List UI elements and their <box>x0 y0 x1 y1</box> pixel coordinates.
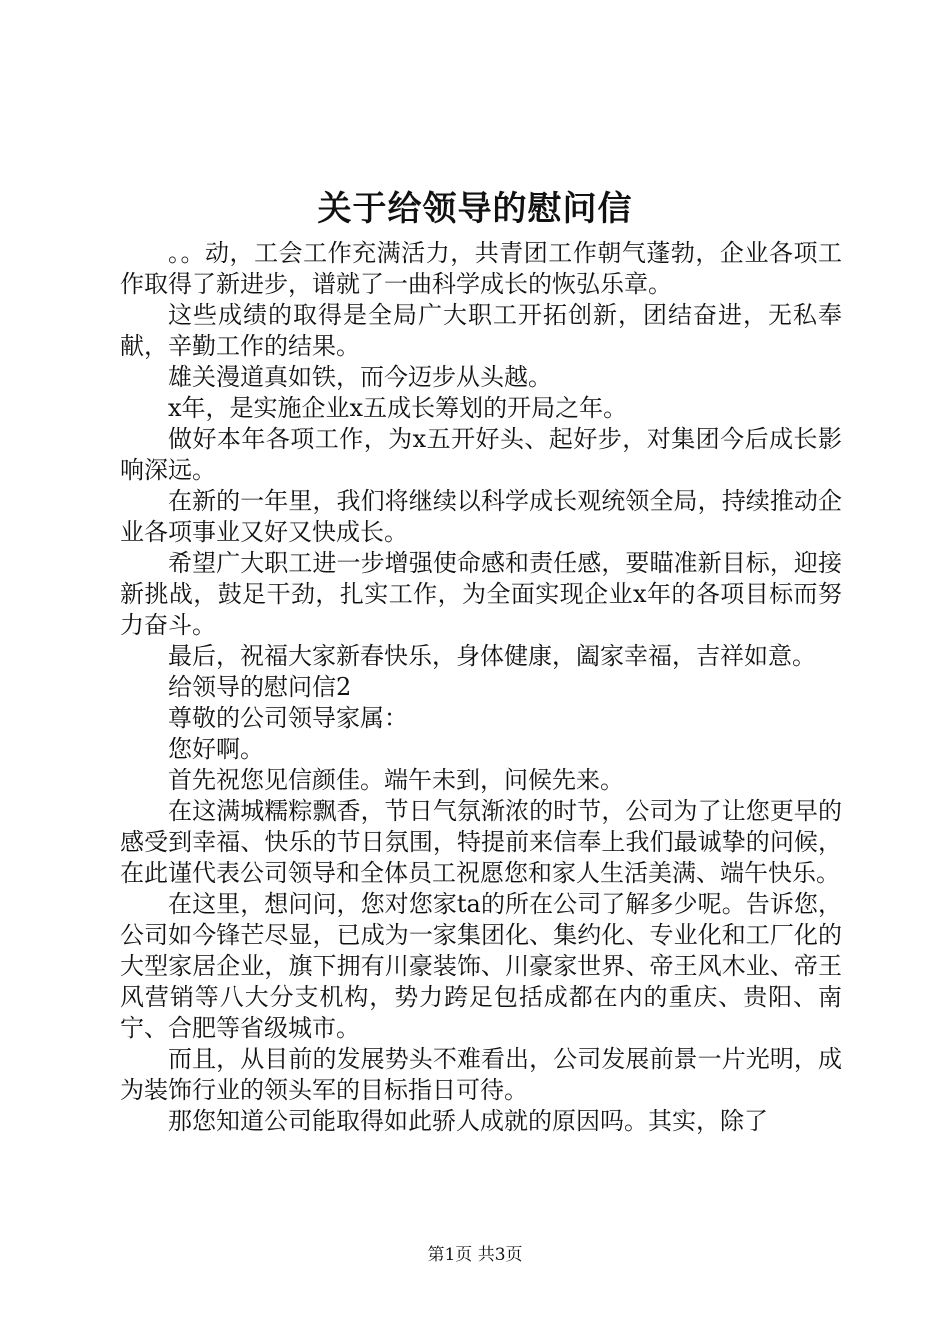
document-body <box>120 238 842 1137</box>
paragraph: 希望广大职工进一步增强使命感和责任感，要瞄准新目标，迎接新挑战，鼓足干劲，扎实工作，为全面实现企业x年的各项目标而努力奋斗。 <box>120 549 842 639</box>
paragraph: 首先祝您见信颜佳。端午未到，问候先来。 <box>168 766 624 794</box>
paragraph: 在这满城糯粽飘香，节日气氛渐浓的时节，公司为了让您更早的感受到幸福、快乐的节日氛围，特提前来信奉上我们最诚挚的问候，在此谨代表公司领导和全体员工祝愿您和家人生活美满、端午快乐。 <box>120 797 842 887</box>
paragraph: 雄关漫道真如铁，而今迈步从头越。 <box>168 363 552 391</box>
paragraph: 而且，从目前的发展势头不难看出，公司发展前景一片光明，成为装饰行业的领头军的目标指日可待。 <box>120 1045 842 1104</box>
paragraph: 您好啊。 <box>168 735 264 763</box>
paragraph: 最后，祝福大家新春快乐，身体健康，阖家幸福，吉祥如意。 <box>168 642 816 670</box>
paragraph: x年，是实施企业x五成长筹划的开局之年。 <box>168 394 628 422</box>
page-footer: 第1页 共3页 <box>427 1245 523 1265</box>
document-title: 关于给领导的慰问信 <box>317 189 633 229</box>
section-heading: 给领导的慰问信2 <box>168 673 352 701</box>
paragraph: 。。动，工会工作充满活力，共青团工作朝气蓬勃，企业各项工作取得了新进步，谱就了一曲科学成长的恢弘乐章。 <box>120 239 842 298</box>
paragraph: 这些成绩的取得是全局广大职工开拓创新，团结奋进，无私奉献，辛勤工作的结果。 <box>120 301 842 360</box>
paragraph: 在这里，想问问，您对您家ta的所在公司了解多少呢。告诉您，公司如今锋芒尽显，已成为一家集团化、集约化、专业化和工厂化的大型家居企业，旗下拥有川豪装饰、川豪家世界、帝王风木业、帝王风营销等八大分支机构，势力跨足包括成都在内的重庆、贵阳、南宁、合肥等省级城市。 <box>120 890 842 1042</box>
paragraph: 做好本年各项工作，为x五开好头、起好步，对集团今后成长影响深远。 <box>120 425 842 484</box>
paragraph: 在新的一年里，我们将继续以科学成长观统领全局，持续推动企业各项事业又好又快成长。 <box>120 487 842 546</box>
salutation: 尊敬的公司领导家属： <box>168 704 408 732</box>
paragraph: 那您知道公司能取得如此骄人成就的原因吗。其实，除了 <box>168 1107 768 1135</box>
